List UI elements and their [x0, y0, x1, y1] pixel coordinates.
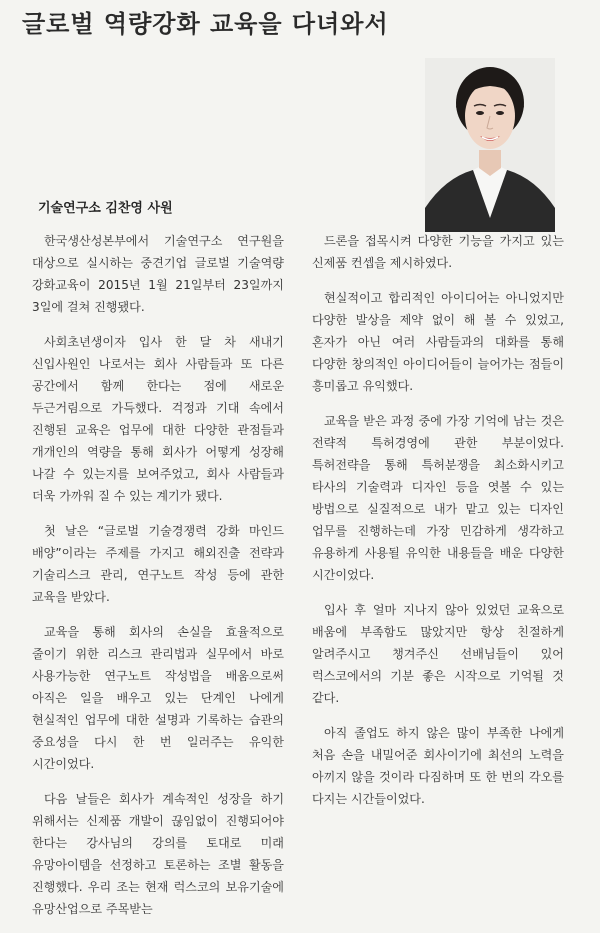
paragraph: 한국생산성본부에서 기술연구소 연구원을 대상으로 실시하는 중견기업 글로벌 기술역량 강화교육이 2015년 1월 21일부터 23일까지 3일에 걸쳐 진행됐다.: [32, 234, 284, 314]
portrait-illustration: [425, 58, 555, 232]
article-column-left: [32, 230, 284, 933]
author-byline: 기술연구소 김찬영 사원: [38, 201, 173, 216]
paragraph: 첫 날은 “글로벌 기술경쟁력 강화 마인드 배양”이라는 주제를 가지고 해외진출 전략과 기술리스크 관리, 연구노트 작성 등에 관한 교육을 받았다.: [32, 524, 284, 604]
paragraph: 교육을 통해 회사의 손실을 효율적으로 줄이기 위한 리스크 관리법과 실무에서 바로 사용가능한 연구노트 작성법을 배움으로써 아직은 일을 배우고 있는 단계인 나에게 현실적인 업무에 대한 설명과 기록하는 습관의 중요성을 다시 한 번 일러주는 유익한 시간이었다.: [32, 625, 284, 771]
paragraph: 현실적이고 합리적인 아이디어는 아니었지만 다양한 발상을 제약 없이 해 볼 수 있었고, 혼자가 아닌 여러 사람들과의 대화를 통해 다양한 창의적인 아이디어들이 늘어가는 점들이 흥미롭고 유익했다.: [312, 291, 564, 393]
paragraph: 교육을 받은 과정 중에 가장 기억에 남는 것은 전략적 특허경영에 관한 부분이었다. 특허전략을 통해 특허분쟁을 최소화시키고 타사의 기술력과 디자인 등을 엿볼 수 있는 방법으로 실질적으로 내가 맡고 있는 디자인 업무를 진행하는데 가장 민감하게 생각하고 유용하게 사용될 유익한 내용들을 배운 다양한 시간이었다.: [312, 414, 564, 582]
paragraph: 드론을 접목시켜 다양한 기능을 가지고 있는 신제품 컨셉을 제시하였다.: [312, 234, 564, 270]
article-title: 글로벌 역량강화 교육을 다녀와서: [22, 10, 389, 38]
paragraph: 다음 날들은 회사가 계속적인 성장을 하기 위해서는 신제품 개발이 끊임없이 진행되어야 한다는 강사님의 강의를 토대로 미래 유망아이템을 선정하고 토론하는 조별 활동을 진행했다. 우리 조는 현재 럭스코의 보유기술에 유망산업으로 주목받는: [32, 792, 284, 916]
paragraph: 아직 졸업도 하지 않은 많이 부족한 나에게 처음 손을 내밀어준 회사이기에 최선의 노력을 아끼지 않을 것이라 다짐하며 또 한 번의 각오를 다지는 시간들이었다.: [312, 726, 564, 806]
article-column-right: [312, 230, 564, 823]
paragraph: 입사 후 얼마 지나지 않아 있었던 교육으로 배움에 부족함도 많았지만 항상 친절하게 알려주시고 챙겨주신 선배님들이 있어 럭스코에서의 기분 좋은 시작으로 기억될 것 같다.: [312, 603, 564, 705]
paragraph: 사회초년생이자 입사 한 달 차 새내기 신입사원인 나로서는 회사 사람들과 또 다른 공간에서 함께 한다는 점에 새로운 두근거림으로 가득했다. 걱정과 기대 속에서 진행된 교육은 업무에 대한 다양한 관점들과 개개인의 역량을 통해 회사가 어떻게 성장해 나갈 수 있는지를 보여주었고, 회사 사람들과 더욱 가까워 질 수 있는 계기가 됐다.: [32, 335, 284, 503]
portrait-photo: [425, 58, 555, 232]
